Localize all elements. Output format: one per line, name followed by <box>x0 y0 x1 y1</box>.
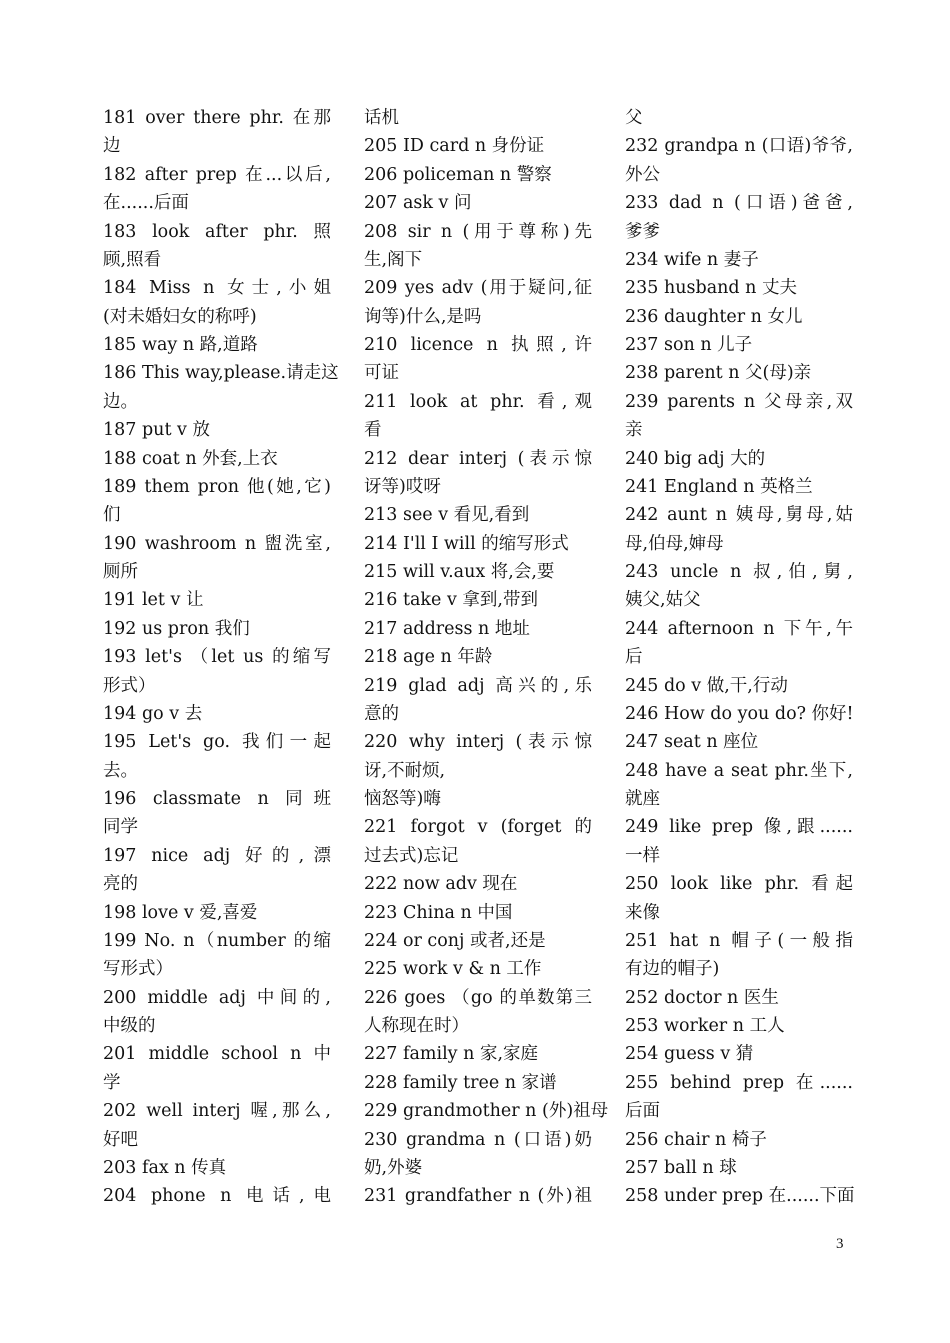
vocabulary-line: 意的 <box>364 703 399 724</box>
vocabulary-line: 185 way n 路,道路 <box>103 335 258 355</box>
vocabulary-line: 249 like prep 像,跟...... <box>625 817 853 838</box>
vocabulary-line: 247 seat n 座位 <box>625 732 759 753</box>
vocabulary-line: 一样 <box>625 845 660 866</box>
vocabulary-line: 186 This way,please.请走这 <box>103 363 339 384</box>
vocabulary-line: 229 grandmother n (外)祖母 <box>364 1101 609 1122</box>
vocabulary-line: 217 address n 地址 <box>364 618 530 639</box>
vocabulary-line: 211 look at phr. 看,观 <box>364 391 592 412</box>
vocabulary-line: 252 doctor n 医生 <box>625 987 779 1008</box>
vocabulary-line: 234 wife n 妻子 <box>625 249 759 270</box>
vocabulary-line: 202 well interj 喔,那么, <box>103 1101 331 1122</box>
vocabulary-line: 220 why interj (表示惊 <box>364 732 592 753</box>
vocabulary-line: 在......后面 <box>103 193 189 214</box>
vocabulary-line: 245 do v 做,干,行动 <box>625 675 788 696</box>
vocabulary-line: 恼怒等)嗨 <box>364 789 441 809</box>
vocabulary-line: 亮的 <box>103 874 138 895</box>
vocabulary-line: 184 Miss n 女士,小姐 <box>103 278 331 299</box>
vocabulary-line: 254 guess v 猜 <box>625 1044 754 1065</box>
vocabulary-line: 237 son n 儿子 <box>625 335 753 355</box>
vocabulary-line: 讶等)哎呀 <box>364 476 441 497</box>
vocabulary-line: 250 look like phr. 看起 <box>625 874 853 895</box>
vocabulary-line: 194 go v 去 <box>103 703 203 724</box>
vocabulary-line: 256 chair n 椅子 <box>625 1129 767 1150</box>
vocabulary-line: 212 dear interj (表示惊 <box>364 448 592 469</box>
vocabulary-line: 255 behind prep 在...... <box>625 1072 853 1093</box>
vocabulary-line: 223 China n 中国 <box>364 902 513 923</box>
vocabulary-line: 形式） <box>103 675 156 696</box>
vocabulary-line: 248 have a seat phr.坐下, <box>625 760 853 781</box>
vocabulary-line: 196 classmate n 同班 <box>103 789 331 809</box>
vocabulary-line: 199 No. n（number 的缩 <box>103 930 331 951</box>
vocabulary-line: 厕所 <box>103 562 138 582</box>
vocabulary-line: 外公 <box>625 164 660 185</box>
vocabulary-line: 195 Let's go. 我们一起 <box>103 732 331 753</box>
vocabulary-line: 207 ask v 问 <box>364 193 472 214</box>
vocabulary-line: 197 nice adj 好的,漂 <box>103 845 331 866</box>
vocabulary-line: 189 them pron 他(她,它) <box>103 476 331 497</box>
vocabulary-line: 188 coat n 外套,上衣 <box>103 448 278 469</box>
vocabulary-line: 239 parents n 父母亲,双 <box>625 391 853 412</box>
vocabulary-line: 210 licence n 执照,许 <box>364 335 592 355</box>
vocabulary-line: 同学 <box>103 817 138 838</box>
vocabulary-line: 203 fax n 传真 <box>103 1157 227 1178</box>
vocabulary-line: 216 take v 拿到,带到 <box>364 590 538 611</box>
vocabulary-line: 258 under prep 在......下面 <box>625 1186 855 1207</box>
vocabulary-line: 过去式)忘记 <box>364 845 459 866</box>
vocabulary-line: 有边的帽子) <box>625 959 720 980</box>
vocabulary-line: 224 or conj 或者,还是 <box>364 930 546 951</box>
vocabulary-line: 询等)什么,是吗 <box>364 306 482 327</box>
vocabulary-line: 213 see v 看见,看到 <box>364 505 530 526</box>
vocabulary-line: 191 let v 让 <box>103 590 204 611</box>
vocabulary-line: 257 ball n 球 <box>625 1157 737 1178</box>
vocabulary-line: 219 glad adj 高兴的,乐 <box>364 675 592 696</box>
vocabulary-line: 人称现在时） <box>364 1016 469 1036</box>
vocabulary-line: 后面 <box>625 1101 660 1122</box>
vocabulary-line: (对未婚妇女的称呼) <box>103 306 257 327</box>
vocabulary-line: 后 <box>625 647 643 668</box>
vocabulary-line: 222 now adv 现在 <box>364 874 518 895</box>
vocabulary-line: 225 work v & n 工作 <box>364 959 542 980</box>
vocabulary-line: 205 ID card n 身份证 <box>364 136 545 157</box>
vocabulary-line: 182 after prep 在...以后, <box>103 164 331 185</box>
vocabulary-line: 来像 <box>625 902 660 923</box>
vocabulary-line: 214 I'll I will 的缩写形式 <box>364 533 569 554</box>
vocabulary-column-3 <box>625 104 853 1211</box>
vocabulary-line: 244 afternoon n 下午,午 <box>625 618 853 639</box>
vocabulary-line: 215 will v.aux 将,会,要 <box>364 562 555 582</box>
vocabulary-line: 亲 <box>625 420 643 441</box>
vocabulary-line: 181 over there phr. 在那 <box>103 108 331 128</box>
vocabulary-line: 可证 <box>364 363 399 384</box>
vocabulary-column-2 <box>364 104 609 1211</box>
vocabulary-column-1 <box>103 104 339 1211</box>
vocabulary-line: 187 put v 放 <box>103 420 210 441</box>
vocabulary-line: 242 aunt n 姨母,舅母,姑 <box>625 505 853 526</box>
vocabulary-line: 193 let's （let us 的缩写 <box>103 647 331 668</box>
vocabulary-line: 边。 <box>103 391 138 412</box>
vocabulary-line: 190 washroom n 盥洗室, <box>103 533 331 554</box>
vocabulary-line: 235 husband n 丈夫 <box>625 278 797 299</box>
vocabulary-line: 228 family tree n 家谱 <box>364 1072 557 1093</box>
page-number: 3 <box>836 1236 844 1252</box>
vocabulary-line: 话机 <box>364 108 399 128</box>
vocabulary-line: 251 hat n 帽子(一般指 <box>625 930 853 951</box>
vocabulary-line: 218 age n 年龄 <box>364 647 493 668</box>
vocabulary-line: 写形式） <box>103 959 173 980</box>
vocabulary-line: 讶,不耐烦, <box>364 760 446 781</box>
vocabulary-line: 243 uncle n 叔,伯,舅, <box>625 562 853 582</box>
vocabulary-line: 226 goes （go 的单数第三 <box>364 987 592 1008</box>
vocabulary-line: 208 sir n (用于尊称)先 <box>364 221 592 242</box>
vocabulary-line: 201 middle school n 中 <box>103 1044 331 1065</box>
vocabulary-line: 238 parent n 父(母)亲 <box>625 363 812 384</box>
vocabulary-line: 241 England n 英格兰 <box>625 476 813 497</box>
vocabulary-line: 232 grandpa n (口语)爷爷, <box>625 136 853 157</box>
vocabulary-line: 253 worker n 工人 <box>625 1016 785 1036</box>
vocabulary-line: 爹爹 <box>625 221 660 242</box>
vocabulary-line: 姨父,姑父 <box>625 590 701 611</box>
vocabulary-line: 们 <box>103 505 121 526</box>
vocabulary-line: 230 grandma n (口语)奶 <box>364 1129 592 1150</box>
vocabulary-line: 233 dad n (口语)爸爸, <box>625 193 853 214</box>
vocabulary-line: 顾,照看 <box>103 249 162 270</box>
vocabulary-line: 生,阁下 <box>364 249 423 270</box>
vocabulary-line: 父 <box>625 108 643 128</box>
vocabulary-line: 边 <box>103 136 121 157</box>
vocabulary-line: 204 phone n 电话,电 <box>103 1186 331 1207</box>
vocabulary-line: 母,伯母,婶母 <box>625 533 724 554</box>
vocabulary-line: 227 family n 家,家庭 <box>364 1044 539 1065</box>
vocabulary-line: 学 <box>103 1072 121 1093</box>
vocabulary-line: 221 forgot v (forget 的 <box>364 817 592 838</box>
vocabulary-line: 去。 <box>103 760 138 781</box>
vocabulary-line: 240 big adj 大的 <box>625 448 766 469</box>
vocabulary-line: 198 love v 爱,喜爱 <box>103 902 258 923</box>
vocabulary-line: 183 look after phr. 照 <box>103 221 331 242</box>
vocabulary-line: 246 How do you do? 你好! <box>625 703 854 724</box>
vocabulary-line: 好吧 <box>103 1129 138 1150</box>
vocabulary-line: 200 middle adj 中间的, <box>103 987 331 1008</box>
vocabulary-line: 奶,外婆 <box>364 1157 423 1178</box>
vocabulary-line: 206 policeman n 警察 <box>364 164 552 185</box>
vocabulary-line: 就座 <box>625 789 660 809</box>
vocabulary-line: 中级的 <box>103 1016 156 1036</box>
vocabulary-line: 看 <box>364 420 382 441</box>
vocabulary-line: 236 daughter n 女儿 <box>625 306 803 327</box>
vocabulary-line: 231 grandfather n (外)祖 <box>364 1186 592 1207</box>
vocabulary-line: 192 us pron 我们 <box>103 618 250 639</box>
vocabulary-line: 209 yes adv (用于疑问,征 <box>364 278 592 299</box>
